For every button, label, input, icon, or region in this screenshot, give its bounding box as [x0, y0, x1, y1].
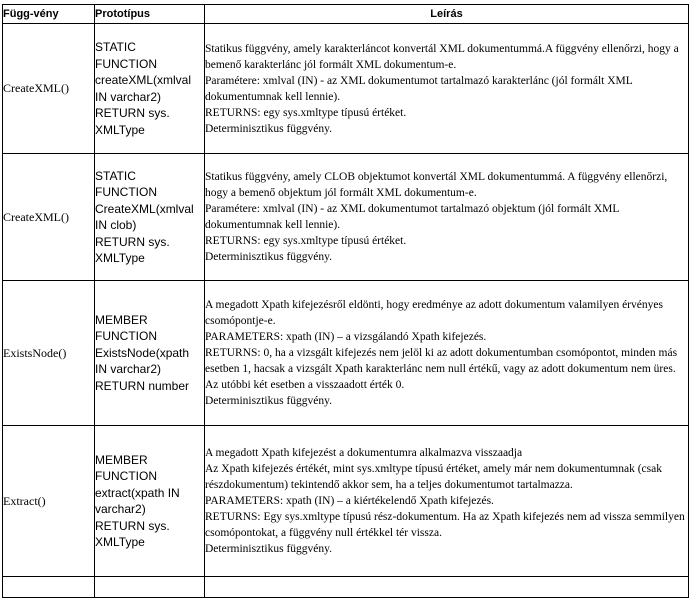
header-description: Leírás — [205, 5, 689, 24]
prototype-line: FUNCTION — [95, 469, 157, 483]
empty-cell — [205, 577, 689, 598]
prototype-cell — [95, 24, 205, 154]
prototype-line: CreateXML(xmlval — [95, 201, 194, 216]
description-line: Paramétere: xmlval (IN) - az XML dokumentumot tartalmazó objektum (jól formált XML dokumentumnak kell lennie). — [205, 203, 619, 231]
prototype-line: XMLType — [95, 122, 145, 137]
prototype-line: RETURN sys. — [95, 234, 170, 249]
empty-cell — [95, 577, 205, 598]
header-row — [3, 5, 689, 24]
description-line: RETURNS: 0, ha a vizsgált kifejezés nem jelöl ki az adott dokumentumban csomópontot, minden más esetben 1, hacsak a vizsgált Xpath karakterlánc nem null értékű, vagy az adott dokumentum nem üres. Az utóbbi két esetben a visszaadott érték 0. — [205, 347, 678, 391]
description-line: PARAMETERS: xpath (IN) – a kiértékelendő Xpath kifejezés. — [205, 495, 494, 507]
prototype-line: varchar2) — [95, 502, 146, 516]
prototype-line: RETURN sys. — [95, 518, 170, 533]
description-cell — [205, 154, 689, 281]
description-cell — [205, 24, 689, 154]
prototype-line: ExistsNode(xpath — [95, 345, 190, 360]
description-line: Determinisztikus függvény. — [205, 395, 333, 407]
prototype-line: IN varchar2) — [95, 362, 162, 377]
prototype-line: FUNCTION — [95, 329, 157, 344]
description-line: Paramétere: xmlval (IN) - az XML dokumentumot tartalmazó karakterlánc (jól formált XML dokumentumnak kell lennie). — [205, 74, 633, 103]
description-line: Az Xpath kifejezés értékét, mint sys.xmltype típusú értéket, amely már nem dokumentumnak (csak részdokumentum) tekintendő akkor sem, ha a teljes dokumentumot tartalmazza. — [205, 463, 662, 491]
description-line: Determinisztikus függvény. — [205, 543, 333, 555]
prototype-line: FUNCTION — [95, 185, 157, 199]
prototype-line: createXML(xmlval — [95, 73, 192, 87]
header-prototype: Prototípus — [95, 5, 205, 24]
prototype-cell — [95, 154, 205, 281]
prototype-cell — [95, 281, 205, 426]
prototype-line: RETURN sys. — [95, 106, 170, 120]
table-row — [3, 154, 689, 281]
prototype-line: RETURN number — [95, 378, 190, 393]
prototype-line: STATIC — [95, 40, 136, 54]
prototype-line: IN clob) — [95, 218, 137, 232]
function-name: Extract() — [3, 426, 95, 577]
prototype-line: STATIC — [95, 168, 136, 183]
prototype-line: extract(xpath IN — [95, 485, 180, 500]
description-line: PARAMETERS: xpath (IN) – a vizsgálandó Xpath kifejezés. — [205, 331, 487, 343]
prototype-line: MEMBER — [95, 312, 148, 327]
description-line: Determinisztikus függvény. — [205, 251, 333, 263]
table-row — [3, 281, 689, 426]
description-line: A megadott Xpath kifejezésről eldönti, hogy eredménye az adott dokumentum valamilyen érvényes csomópontje-e. — [205, 299, 663, 327]
description-line: RETURNS: Egy sys.xmltype típusú rész-dokumentum. Ha az Xpath kifejezés nem ad vissza semmilyen csomópontokat, a függvény null értékkel tér vissza. — [205, 511, 685, 539]
function-name: CreateXML() — [3, 24, 95, 154]
table-row — [3, 24, 689, 154]
table-row-partial — [3, 577, 689, 598]
function-name: ExistsNode() — [3, 281, 95, 426]
table-row — [3, 426, 689, 577]
description-line: Determinisztikus függvény. — [205, 122, 333, 135]
prototype-line: XMLType — [95, 251, 145, 265]
description-cell — [205, 426, 689, 577]
prototype-line: XMLType — [95, 535, 145, 549]
function-name: CreateXML() — [3, 154, 95, 281]
empty-cell — [3, 577, 95, 598]
header-function: Függ-vény — [3, 5, 95, 24]
prototype-line: IN varchar2) — [95, 89, 162, 104]
description-line: RETURNS: egy sys.xmltype típusú értéket. — [205, 235, 407, 247]
prototype-line: FUNCTION — [95, 56, 157, 71]
function-table — [2, 4, 689, 598]
description-line: RETURNS: egy sys.xmltype típusú értéket. — [205, 106, 407, 119]
description-line: Statikus függvény, amely CLOB objektumot konvertál XML dokumentummá. A függvény ellenőrzi, hogy a bemenő objektum jól formált XML dokumentum-e. — [205, 171, 668, 199]
description-line: A megadott Xpath kifejezést a dokumentumra alkalmazva visszaadja — [205, 447, 523, 459]
description-cell — [205, 281, 689, 426]
prototype-cell — [95, 426, 205, 577]
prototype-line: MEMBER — [95, 452, 148, 467]
description-line: Statikus függvény, amely karakterláncot konvertál XML dokumentummá.A függvény ellenőrzi, hogy a bemenő karakterlánc jól formált XML dokumentum-e. — [205, 42, 679, 71]
